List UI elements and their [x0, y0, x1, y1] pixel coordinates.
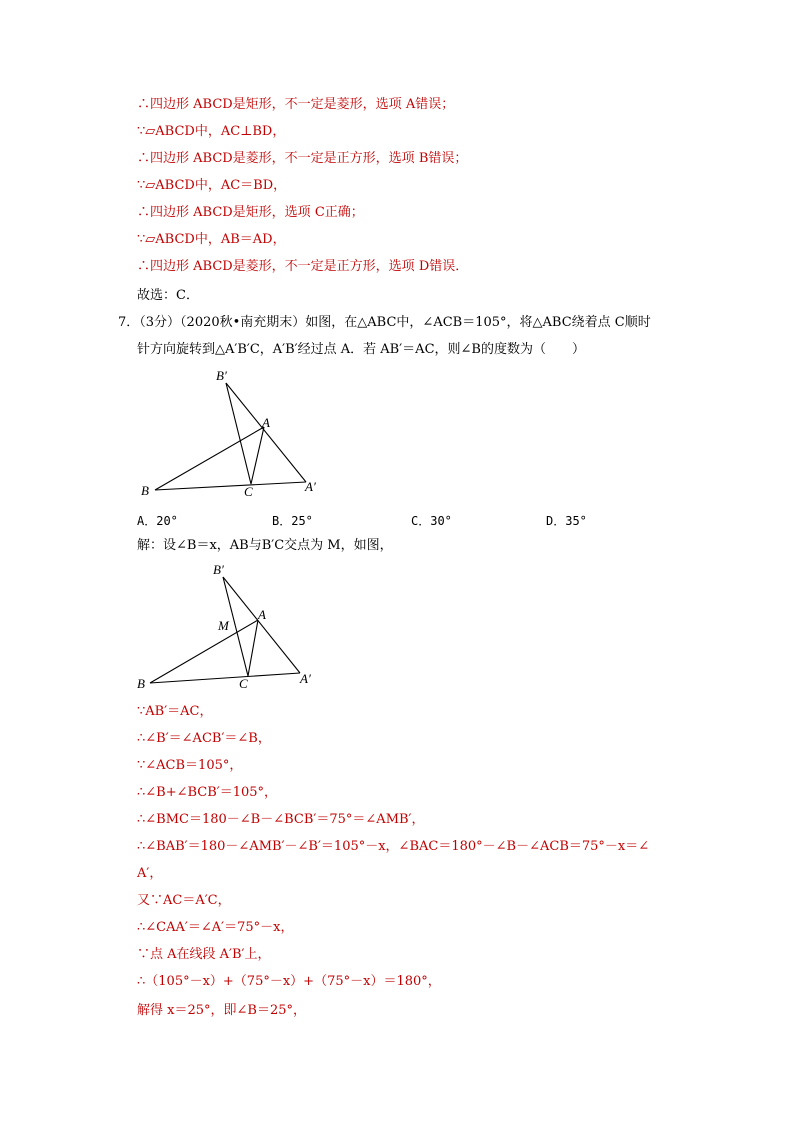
question-line-2: 针方向旋转到△A′B′C，A′B′经过点 A．若 AB′＝AC，则∠B的度数为（ ）	[137, 342, 585, 357]
fig1-label-a: A	[262, 415, 270, 430]
fig1-label-b: B	[141, 483, 149, 498]
proof-line-2: ∵▱ABCD中，AC⊥BD，	[137, 124, 286, 139]
proof-line-3: ∴四边形 ABCD是菱形，不一定是正方形，选项 B错误；	[137, 151, 468, 166]
option-d: D．35°	[546, 514, 587, 528]
proof-line-5: ∴四边形 ABCD是矩形，选项 C正确；	[137, 205, 364, 220]
proof-line-7: ∴四边形 ABCD是菱形，不一定是正方形，选项 D错误．	[137, 259, 469, 274]
proof-line-4: ∵▱ABCD中，AC＝BD，	[137, 178, 287, 193]
option-c: C．30°	[411, 514, 452, 528]
step-11: ∴（105°－x）+（75°－x）+（75°－x）＝180°，	[137, 974, 441, 989]
fig1-label-bprime: B′	[216, 368, 227, 383]
fig1-label-aprime: A′	[305, 479, 316, 494]
fig2-label-m: M	[218, 618, 229, 633]
step-7: A′，	[137, 866, 163, 881]
step-4: ∴∠B+∠BCB′＝105°，	[137, 785, 278, 800]
step-6: ∴∠BAB′＝180－∠AMB′－∠B′＝105°－x，∠BAC＝180°－∠B－∠ACB＝75°－x＝∠	[137, 839, 650, 854]
proof-line-1: ∴四边形 ABCD是矩形，不一定是菱形，选项 A错误；	[137, 97, 455, 112]
step-1: ∵AB′＝AC，	[137, 704, 213, 719]
fig2-label-aprime: A′	[300, 671, 311, 686]
proof-line-6: ∵▱ABCD中，AB＝AD，	[137, 232, 286, 247]
fig2-label-bprime: B′	[213, 562, 224, 577]
fig2-label-a: A	[258, 607, 266, 622]
fig2-label-b: B	[137, 676, 145, 691]
step-3: ∵∠ACB＝105°，	[137, 758, 243, 773]
option-b: B．25°	[272, 514, 313, 528]
step-12: 解得 x＝25°，即∠B＝25°，	[137, 1003, 306, 1018]
step-10: ∵点 A在线段 A′B′上，	[137, 947, 271, 962]
option-a: A．20°	[137, 514, 178, 528]
question-line-1: 7．（3分）（2020秋•南充期末）如图，在△ABC中，∠ACB＝105°，将△ABC绕着点 C顺时	[118, 315, 651, 330]
fig1-label-c: C	[244, 484, 253, 499]
answer-line: 故选：C．	[137, 288, 199, 303]
step-2: ∴∠B′＝∠ACB′＝∠B，	[137, 731, 271, 746]
step-9: ∴∠CAA′＝∠A′＝75°－x，	[137, 920, 294, 935]
step-8: 又∵AC＝A′C，	[137, 893, 231, 908]
solution-intro: 解：设∠B＝x，AB与B′C交点为 M，如图，	[137, 538, 393, 553]
fig2-label-c: C	[239, 676, 248, 691]
step-5: ∴∠BMC＝180－∠B－∠BCB′＝75°＝∠AMB′，	[137, 812, 425, 827]
